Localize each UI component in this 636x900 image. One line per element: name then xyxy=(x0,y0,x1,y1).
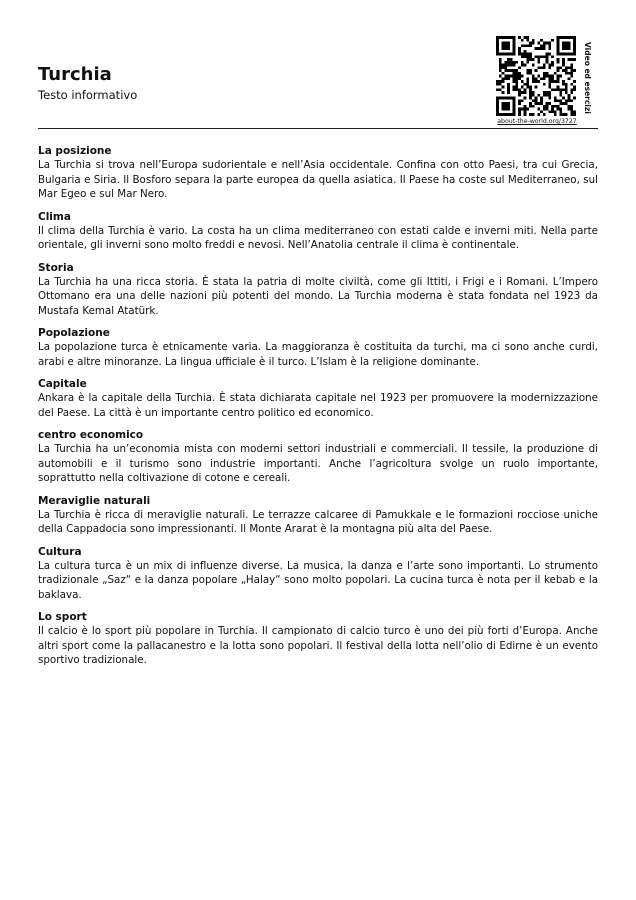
section-sport xyxy=(38,610,598,668)
document-header xyxy=(38,64,137,102)
section-text: La Turchia ha una ricca storia. È stata la patria di molte civiltà, come gli Ittiti, i Frigi e i Romani. L’Impero Ottomano era una delle nazioni più potenti del mondo. La Turchia moderna è stata fondata nel 1923 da Mustafa Kemal Atatürk. xyxy=(38,275,598,317)
section-text: La Turchia ha un’economia mista con moderni settori industriali e commerciali. Il tessile, la produzione di automobili e il turismo sono industrie importanti. Anche l’agricoltura svolge un ruolo importante, soprattutto nella coltivazione di cotone e cereali. xyxy=(38,443,598,484)
section-natural-wonders xyxy=(38,494,598,537)
section-capital xyxy=(38,377,598,420)
section-climate xyxy=(38,210,598,253)
section-position xyxy=(38,144,598,202)
section-culture xyxy=(38,545,598,603)
section-heading: Meraviglie naturali xyxy=(38,494,151,507)
section-heading: Popolazione xyxy=(38,327,110,339)
qr-side-label: Video ed esercizi xyxy=(583,42,592,114)
section-text: La popolazione turca è etnicamente varia. La maggioranza è costituita da turchi, ma ci sono anche curdi, arabi e altre minoranze. La lingua ufficiale è il turco. L’Islam è la religione dominante. xyxy=(38,341,598,368)
section-text: La cultura turca è un mix di influenze diverse. La musica, la danza e l’arte sono importanti. Lo strumento tradizionale „Saz“ e la danza popolare „Halay“ sono molto popolari. La cucina turca è nota per il kebab e la baklava. xyxy=(38,559,598,601)
document-body xyxy=(38,144,598,676)
section-heading: La posizione xyxy=(38,145,112,157)
section-text: La Turchia si trova nell’Europa sudorientale e nell’Asia occidentale. Confina con otto Paesi, tra cui Grecia, Bulgaria e Siria. Il Bosforo separa la parte europea da quella asiatica. Il Paese ha coste sul Mediterraneo, sul Mar Egeo e sul Mar Nero. xyxy=(38,159,598,200)
qr-url[interactable]: about-the-world.org/3727 xyxy=(497,118,577,125)
section-text: La Turchia è ricca di meraviglie naturali. Le terrazze calcaree di Pamukkale e le formazioni rocciose uniche della Cappadocia sono impressionanti. Il Monte Ararat è la montagna più alta del Paese. xyxy=(38,508,598,535)
section-text: Il clima della Turchia è vario. La costa ha un clima mediterraneo con estati calde e inverni miti. Nella parte orientale, gli inverni sono molto freddi e nevosi. Nell’Anatolia centrale il clima è continentale. xyxy=(38,224,598,251)
section-text: Ankara è la capitale della Turchia. È stata dichiarata capitale nel 1923 per promuovere la modernizzazione del Paese. La città è un importante centro politico ed economico. xyxy=(38,392,598,419)
section-heading: Clima xyxy=(38,210,71,223)
section-heading: Storia xyxy=(38,261,74,274)
section-population xyxy=(38,326,598,369)
section-heading: Cultura xyxy=(38,545,82,558)
page-title: Turchia xyxy=(38,64,112,85)
section-heading: Capitale xyxy=(38,378,87,390)
section-history xyxy=(38,261,598,319)
qr-code-icon[interactable] xyxy=(496,36,576,116)
section-text: Il calcio è lo sport più popolare in Turchia. Il campionato di calcio turco è uno dei più forti d’Europa. Anche altri sport come la pallacanestro e la lotta sono popolari. Il festival della lotta nell’olio di Edirne è un evento sportivo tradizionale. xyxy=(38,625,598,666)
page-subtitle: Testo informativo xyxy=(38,88,138,102)
header-divider xyxy=(38,128,598,129)
section-heading: Lo sport xyxy=(38,611,87,623)
qr-code-block[interactable] xyxy=(496,36,598,134)
section-heading: centro economico xyxy=(38,429,144,441)
section-economy xyxy=(38,428,598,486)
